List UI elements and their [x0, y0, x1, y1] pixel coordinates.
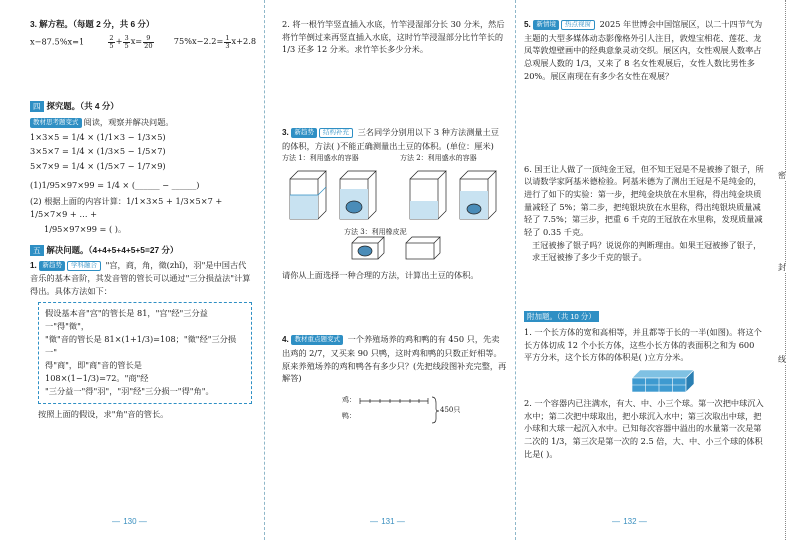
- problem-1-text: "宫，商，角，徵(zhǐ)，羽"是中国古代音乐的基本音阶，其发音管的管长可以通过"三分损益法"计算得出。具体方法如下：: [30, 259, 251, 296]
- column-divider: [515, 0, 516, 540]
- section-4-number: 四: [30, 101, 44, 112]
- context-tag: 新情境: [533, 20, 559, 30]
- method-box: [38, 302, 252, 404]
- page-number-center: — 131 —: [370, 517, 406, 526]
- equation-3: 75%x−2.2= $\frac{1}{3}$ x+2.8: [173, 34, 257, 50]
- textbook-tag: 教材思考题变式: [30, 118, 82, 128]
- method-3-label: 方法 3：利用橡皮泥: [344, 227, 407, 236]
- left-column: [30, 18, 257, 420]
- problem-6: 6. 国王让人做了一顶纯金王冠，但不知王冠是不是被掺了银子，所以请数学家阿基米德检验。阿基米德为了测出王冠是不是纯金的，进行了如下的实验：第一步，把纯金块放在水里称，得出纯金块质量减轻了 5%；第二步，把纯银块放在水里称，得出纯银块质量减轻了 7.5%；第三步，把重 6 千克的王冠放在水里称，发现质量减轻了 0.35 千克。: [524, 163, 764, 238]
- seal-char-1: 密: [778, 171, 786, 180]
- page-number-right: — 132 —: [612, 517, 648, 526]
- method-line-2: "徵"音的管长是 81×(1+1/3)=108；"徵"经"三分损一": [45, 333, 237, 357]
- problem-2: 2. 将一根竹竿竖直插入水底，竹竿浸湿部分长 30 分米，然后将竹竿倒过来再竖直插入水底，这时竹竿浸湿部分比竹竿长的 1/3 还多 12 分米。求竹竿长多少分米。: [282, 19, 505, 55]
- structure-tag: 结构补充: [319, 128, 353, 138]
- methods-diagram: [282, 153, 507, 265]
- problem-1-number: 1.: [30, 260, 37, 270]
- extra-badge: 附加题。（共 10 分）: [524, 311, 599, 322]
- equation-1: x−87.5%x=1: [30, 36, 85, 47]
- identity-line-3: 5×7×9 = 1/4 × (1/5×7 − 1/7×9): [30, 160, 166, 171]
- problem-3-text: 三名同学分别用以下 3 种方法测量土豆的体积，方法( )不能正确测量出土豆的体积。(单位：厘米): [282, 127, 499, 151]
- question-4-2b: 1/95×97×99 = ( )。: [44, 223, 127, 234]
- total-label: 450只: [440, 406, 461, 415]
- section-4-header: [30, 100, 252, 113]
- problem-3: [282, 126, 507, 152]
- question-4-1: (1)1/95×97×99 = 1/4 × (______ − ______): [30, 179, 200, 190]
- container-drawings: [282, 165, 507, 265]
- middle-column: [282, 18, 507, 433]
- method-1-container-a: [290, 171, 326, 219]
- method-1-label: 方法 1：利用盛水的容器: [282, 153, 359, 162]
- problem-1-ask: 按照上面的假设，求"角"音的管长。: [38, 408, 169, 419]
- segment-diagram: [282, 393, 507, 433]
- method-line-4: "三分益一"得"羽"，"羽"经"三分损一"得"角"。: [45, 386, 214, 397]
- page-number-left: — 130 —: [112, 517, 148, 526]
- method-2-container-a: [410, 171, 446, 219]
- method-line-1: 假设基本音"宫"的管长是 81，"宫"经"三分益一"得"徵"，: [45, 307, 208, 331]
- chicken-label: 鸡：: [342, 396, 356, 405]
- problem-5-number: 5.: [524, 20, 531, 29]
- duck-label: 鸭：: [342, 412, 356, 421]
- problem-3-ask: 请你从上面选择一种合理的方法，计算出土豆的体积。: [282, 269, 479, 280]
- hot-topic-tag: 热点视窗: [561, 20, 595, 30]
- problem-6-ask: 王冠被掺了银子吗？说说你的判断理由。如果王冠被掺了银子，求王冠被掺了多少千克的银子。: [532, 239, 762, 263]
- section-4-title: 探究题。（共 4 分）: [46, 100, 119, 111]
- section-5-number: 五: [30, 245, 44, 256]
- method-2-label: 方法 2：利用盛水的容器: [400, 153, 477, 162]
- method-3-clay-a: [352, 237, 384, 259]
- extra-2: 2. 一个容器内已注满水，有大、中、小三个球。第一次把中球沉入水中；第二次把中球取出，把小球沉入水中；第三次取出中球，把小球和大球一起沉入水中。已知每次容器中溢出的水量第一次是第二次的 1/3，第三次是第一次的 2.5 倍，大、中、小三个球的体积比是( )。: [524, 397, 764, 459]
- problem-4: [282, 333, 507, 385]
- method-3-clay-b: [406, 237, 440, 259]
- identity-line-1: 1×3×5 = 1/4 × (1/1×3 − 1/3×5): [30, 131, 166, 142]
- problem-4-number: 4.: [282, 335, 289, 345]
- problem-4-text: 一个养殖场养的鸡和鸭的有 450 只，先卖出鸡的 2/7，又买来 90 只鸭，这时鸡和鸭的只数正好相等。原来养殖场养的鸡和鸭各有多少只？(先把线段图补充完整，再解答): [282, 334, 507, 384]
- equations-row: [30, 34, 257, 50]
- identity-line-2: 3×5×7 = 1/4 × (1/3×5 − 1/5×7): [30, 146, 166, 157]
- method-line-3: 得"商"，即"商"音的管长是 108×(1−1/3)=72。"商"经: [45, 360, 149, 384]
- trend-tag: 新趋势: [291, 128, 317, 138]
- problem-5: [524, 18, 764, 83]
- section-5-title: 解决问题。（4+4+5+4+5+5=27 分）: [46, 244, 179, 255]
- extra-section-title: [524, 310, 764, 323]
- textbook-tag: 教材重点题变式: [291, 335, 343, 345]
- right-column: [524, 18, 764, 460]
- problem-3-number: 3.: [282, 128, 289, 138]
- extra-1: 1. 一个长方体的宽和高相等，并且都等于长的一半(如图)。将这个长方体切成 12 个小长方体，这些小长方体的表面积之和为 600 平方分米，这个长方体的体积是( )立方分米。: [524, 326, 762, 363]
- trend-tag: 新趋势: [39, 261, 65, 271]
- method-2-container-b: [460, 171, 496, 219]
- problem-1: [30, 259, 252, 298]
- problem-5-text: 2025 年世博会中国馆展区，以二十四节气为主题的大型多媒体动态影像格外引人注目，敦煌宝相花、莲花、龙凤等敦煌壁画中的经典意象灵动交织。展区内，女性观展人数率占总观展人数的 1/3，又来了 8 名女性观展后，女性人数比男性多 20%。展区南现在有多少名女性在观展？: [524, 19, 763, 81]
- subject-tag: 学科融合: [67, 261, 101, 271]
- equation-2: $\frac{2}{5}$ + $\frac{3}{5}$ x= $\frac{9}{20}$: [109, 34, 153, 50]
- question-4-2a: (2) 根据上面的内容计算：1/1×3×5 + 1/3×5×7 + 1/5×7×9 + … +: [30, 196, 223, 220]
- binding-margin: [773, 0, 800, 540]
- cuboid-figure: [628, 366, 698, 394]
- column-divider: [264, 0, 265, 540]
- method-1-container-b: [340, 171, 376, 219]
- q3-title: 3. 解方程。（每题 2 分，共 6 分）: [30, 19, 155, 29]
- seal-char-2: 封: [778, 263, 786, 272]
- section-4-intro: 阅读，观察并解决问题。: [83, 116, 174, 127]
- seal-char-3: 线: [778, 355, 786, 364]
- section-5-header: [30, 244, 252, 257]
